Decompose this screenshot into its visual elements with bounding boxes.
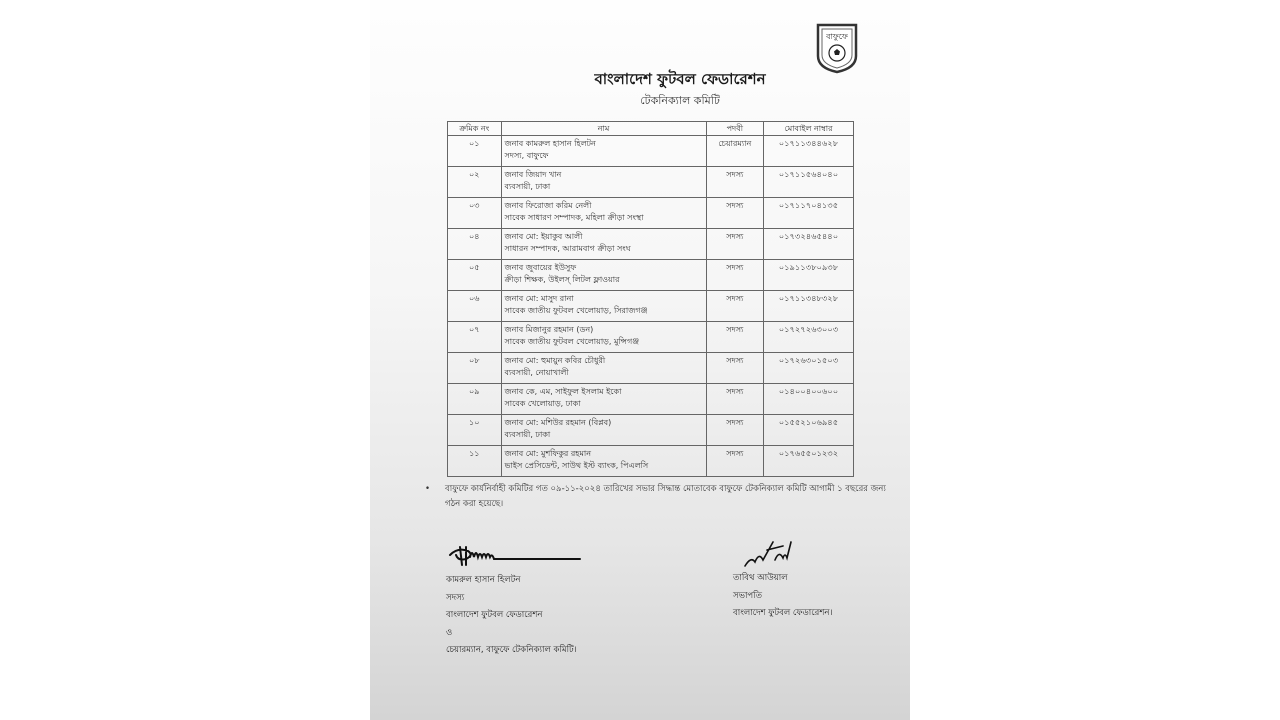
mobile-cell [764,198,854,229]
mobile-cell [764,446,854,477]
mobile-number: ০১৪০০৪০০৬০০ [778,387,839,396]
designation: সদস্য [726,170,744,179]
table-row [448,291,854,322]
mobile-cell [764,167,854,198]
serial-cell [448,446,502,477]
member-detail: ক্রীড়া শিক্ষক, উইলস্ লিটল ফ্লাওয়ার [504,275,620,284]
serial-cell [448,291,502,322]
member-name: জনাব মিজানুর রহমান (ডন) [504,325,594,334]
table-row [448,198,854,229]
member-name: জনাব মো: মুশফিকুর রহমান [504,449,592,458]
member-name: জনাব মো: হুমায়ুন কবির চৌধুরী [504,356,606,365]
mobile-number: ০১৫৫২১০৬৯৪৫ [778,418,839,427]
serial-cell [448,229,502,260]
committee-table [447,121,854,477]
serial-cell [448,384,502,415]
member-detail: সাবেক খেলোয়াড়, ঢাকা [504,399,581,408]
mobile-cell [764,384,854,415]
committee-note [425,482,890,512]
serial-number: ০৯ [469,387,480,396]
designation: সদস্য [726,449,744,458]
table-row [448,260,854,291]
member-detail: ব্যবসায়ী, ঢাকা [504,182,551,191]
column-header-mobile: মোবাইল নাম্বার [764,122,854,136]
column-header-name: নাম [501,122,706,136]
signatory-left-conj: ও [446,627,453,638]
mobile-number: ০১৭২৭২৬৩০০৩ [778,325,839,334]
mobile-number: ০১৭১১৫৬৪০৪০ [778,170,839,179]
mobile-cell [764,322,854,353]
mobile-number: ০১৭৩২৪৬৫৪৪০ [778,232,839,241]
mobile-cell [764,260,854,291]
serial-cell [448,322,502,353]
table-row [448,136,854,167]
column-header-serial: ক্রমিক নং [448,122,502,136]
signatory-right-name: তাবিথ আউয়াল [733,573,788,583]
serial-cell [448,198,502,229]
member-detail: সদস্য, বাফুফে [504,151,549,160]
serial-number: ০৫ [469,263,480,272]
designation-cell [706,353,764,384]
designation-cell [706,136,764,167]
designation-cell [706,167,764,198]
table-header-row [448,122,854,136]
name-cell [501,229,706,260]
table-row [448,415,854,446]
table-row [448,167,854,198]
designation: সদস্য [726,387,744,396]
handwritten-signature-icon [448,543,583,569]
table-row [448,322,854,353]
signatory-left-org: বাংলাদেশ ফুটবল ফেডারেশন [446,610,543,620]
logo-text: বাফুফে [826,32,848,41]
page-title: বাংলাদেশ ফুটবল ফেডারেশন [594,70,766,88]
signatory-left-extra: চেয়ারম্যান, বাফুফে টেকনিক্যাল কমিটি। [446,645,577,655]
member-name: জনাব কে, এম, সাইফুল ইসলাম ইকো [504,387,622,396]
mobile-number: ০১৭১১৩৪৮৩২৮ [778,294,839,303]
federation-logo-icon [815,22,859,74]
signatory-left-role: সদস্য [446,592,465,603]
name-cell [501,198,706,229]
handwritten-signature-icon [741,538,801,570]
mobile-cell [764,229,854,260]
bullet-icon: • [425,484,431,494]
member-name: জনাব জুবায়ের ইউসুফ [504,263,577,272]
signatory-left-name: কামরুল হাসান হিলটন [446,575,521,585]
signatory-right-role: সভাপতি [733,590,762,601]
serial-number: ০৭ [469,325,480,334]
table-row [448,446,854,477]
member-name: জনাব মো: মশিউর রহমান (বিপ্লব) [504,418,612,427]
signature-right [733,538,893,623]
serial-number: ০৬ [469,294,480,303]
name-cell [501,353,706,384]
serial-number: ১১ [469,449,480,458]
designation: সদস্য [726,263,744,272]
serial-cell [448,167,502,198]
member-detail: সাবেক জাতীয় ফুটবল খেলোয়াড়, মুন্সিগঞ্জ [504,337,640,346]
designation-cell [706,198,764,229]
serial-number: ০৩ [469,201,480,210]
member-detail: সাধারন সম্পাদক, আরামবাগ ক্রীড়া সংঘ [504,244,631,253]
mobile-number: ০১৯১১৩৮০৯৩৮ [778,263,839,272]
serial-cell [448,353,502,384]
designation-cell [706,322,764,353]
table-row [448,229,854,260]
member-detail: ভাইস প্রেসিডেন্ট, সাউথ ইস্ট ব্যাংক, পিএলসি [504,461,649,470]
mobile-number: ০১৭২৬৩০১৫০৩ [778,356,839,365]
member-detail: সাবেক সাধারণ সম্পাদক, মহিলা ক্রীড়া সংস্থা [504,213,644,222]
designation-cell [706,260,764,291]
designation: সদস্য [726,201,744,210]
member-detail: ব্যবসায়ী, নোয়াখালী [504,368,569,377]
designation-cell [706,415,764,446]
table-row [448,353,854,384]
mobile-number: ০১৭১১৩৪৪৬২৮ [778,139,839,148]
table-row [448,384,854,415]
member-detail: ব্যবসায়ী, ঢাকা [504,430,551,439]
designation: সদস্য [726,325,744,334]
serial-cell [448,260,502,291]
serial-number: ০৪ [469,232,480,241]
designation: সদস্য [726,356,744,365]
note-text: বাফুফে কার্যনির্বাহী কমিটির গত ০৯-১১-২০২৪ তারিখের সভার সিদ্ধান্ত মোতাবেক বাফুফে টেকনিক্যাল কমিটি আগামী ১ বছরের জন্য গঠন করা হয়েছে। [445,484,886,509]
name-cell [501,291,706,322]
signature-left [446,543,646,660]
member-name: জনাব মো: মাসুদ রানা [504,294,574,303]
designation: সদস্য [726,232,744,241]
serial-number: ০৮ [469,356,480,365]
designation: চেয়ারম্যান [718,139,752,148]
member-detail: সাবেক জাতীয় ফুটবল খেলোয়াড়, সিরাজগঞ্জ [504,306,648,315]
name-cell [501,384,706,415]
page-subtitle: টেকনিক্যাল কমিটি [640,94,720,107]
name-cell [501,167,706,198]
mobile-cell [764,291,854,322]
serial-cell [448,136,502,167]
signatory-right-org: বাংলাদেশ ফুটবল ফেডারেশন। [733,608,833,618]
mobile-cell [764,353,854,384]
mobile-number: ০১৭১১৭০৪১৩৫ [778,201,839,210]
name-cell [501,322,706,353]
designation: সদস্য [726,418,744,427]
designation-cell [706,384,764,415]
member-name: জনাব ফিরোজা করিম নেলী [504,201,592,210]
designation-cell [706,291,764,322]
mobile-number: ০১৭৬৫৫০১২৩২ [778,449,839,458]
member-name: জনাব মো: ইয়াকুব আলী [504,232,583,241]
mobile-cell [764,136,854,167]
mobile-cell [764,415,854,446]
member-name: জনাব জিয়াদ খান [504,170,562,179]
designation-cell [706,229,764,260]
name-cell [501,260,706,291]
column-header-designation: পদবী [706,122,764,136]
serial-number: ০২ [469,170,480,179]
designation: সদস্য [726,294,744,303]
name-cell [501,136,706,167]
serial-number: ১০ [469,418,480,427]
name-cell [501,446,706,477]
serial-cell [448,415,502,446]
serial-number: ০১ [469,139,480,148]
designation-cell [706,446,764,477]
name-cell [501,415,706,446]
member-name: জনাব কামরুল হাসান হিলটন [504,139,596,148]
